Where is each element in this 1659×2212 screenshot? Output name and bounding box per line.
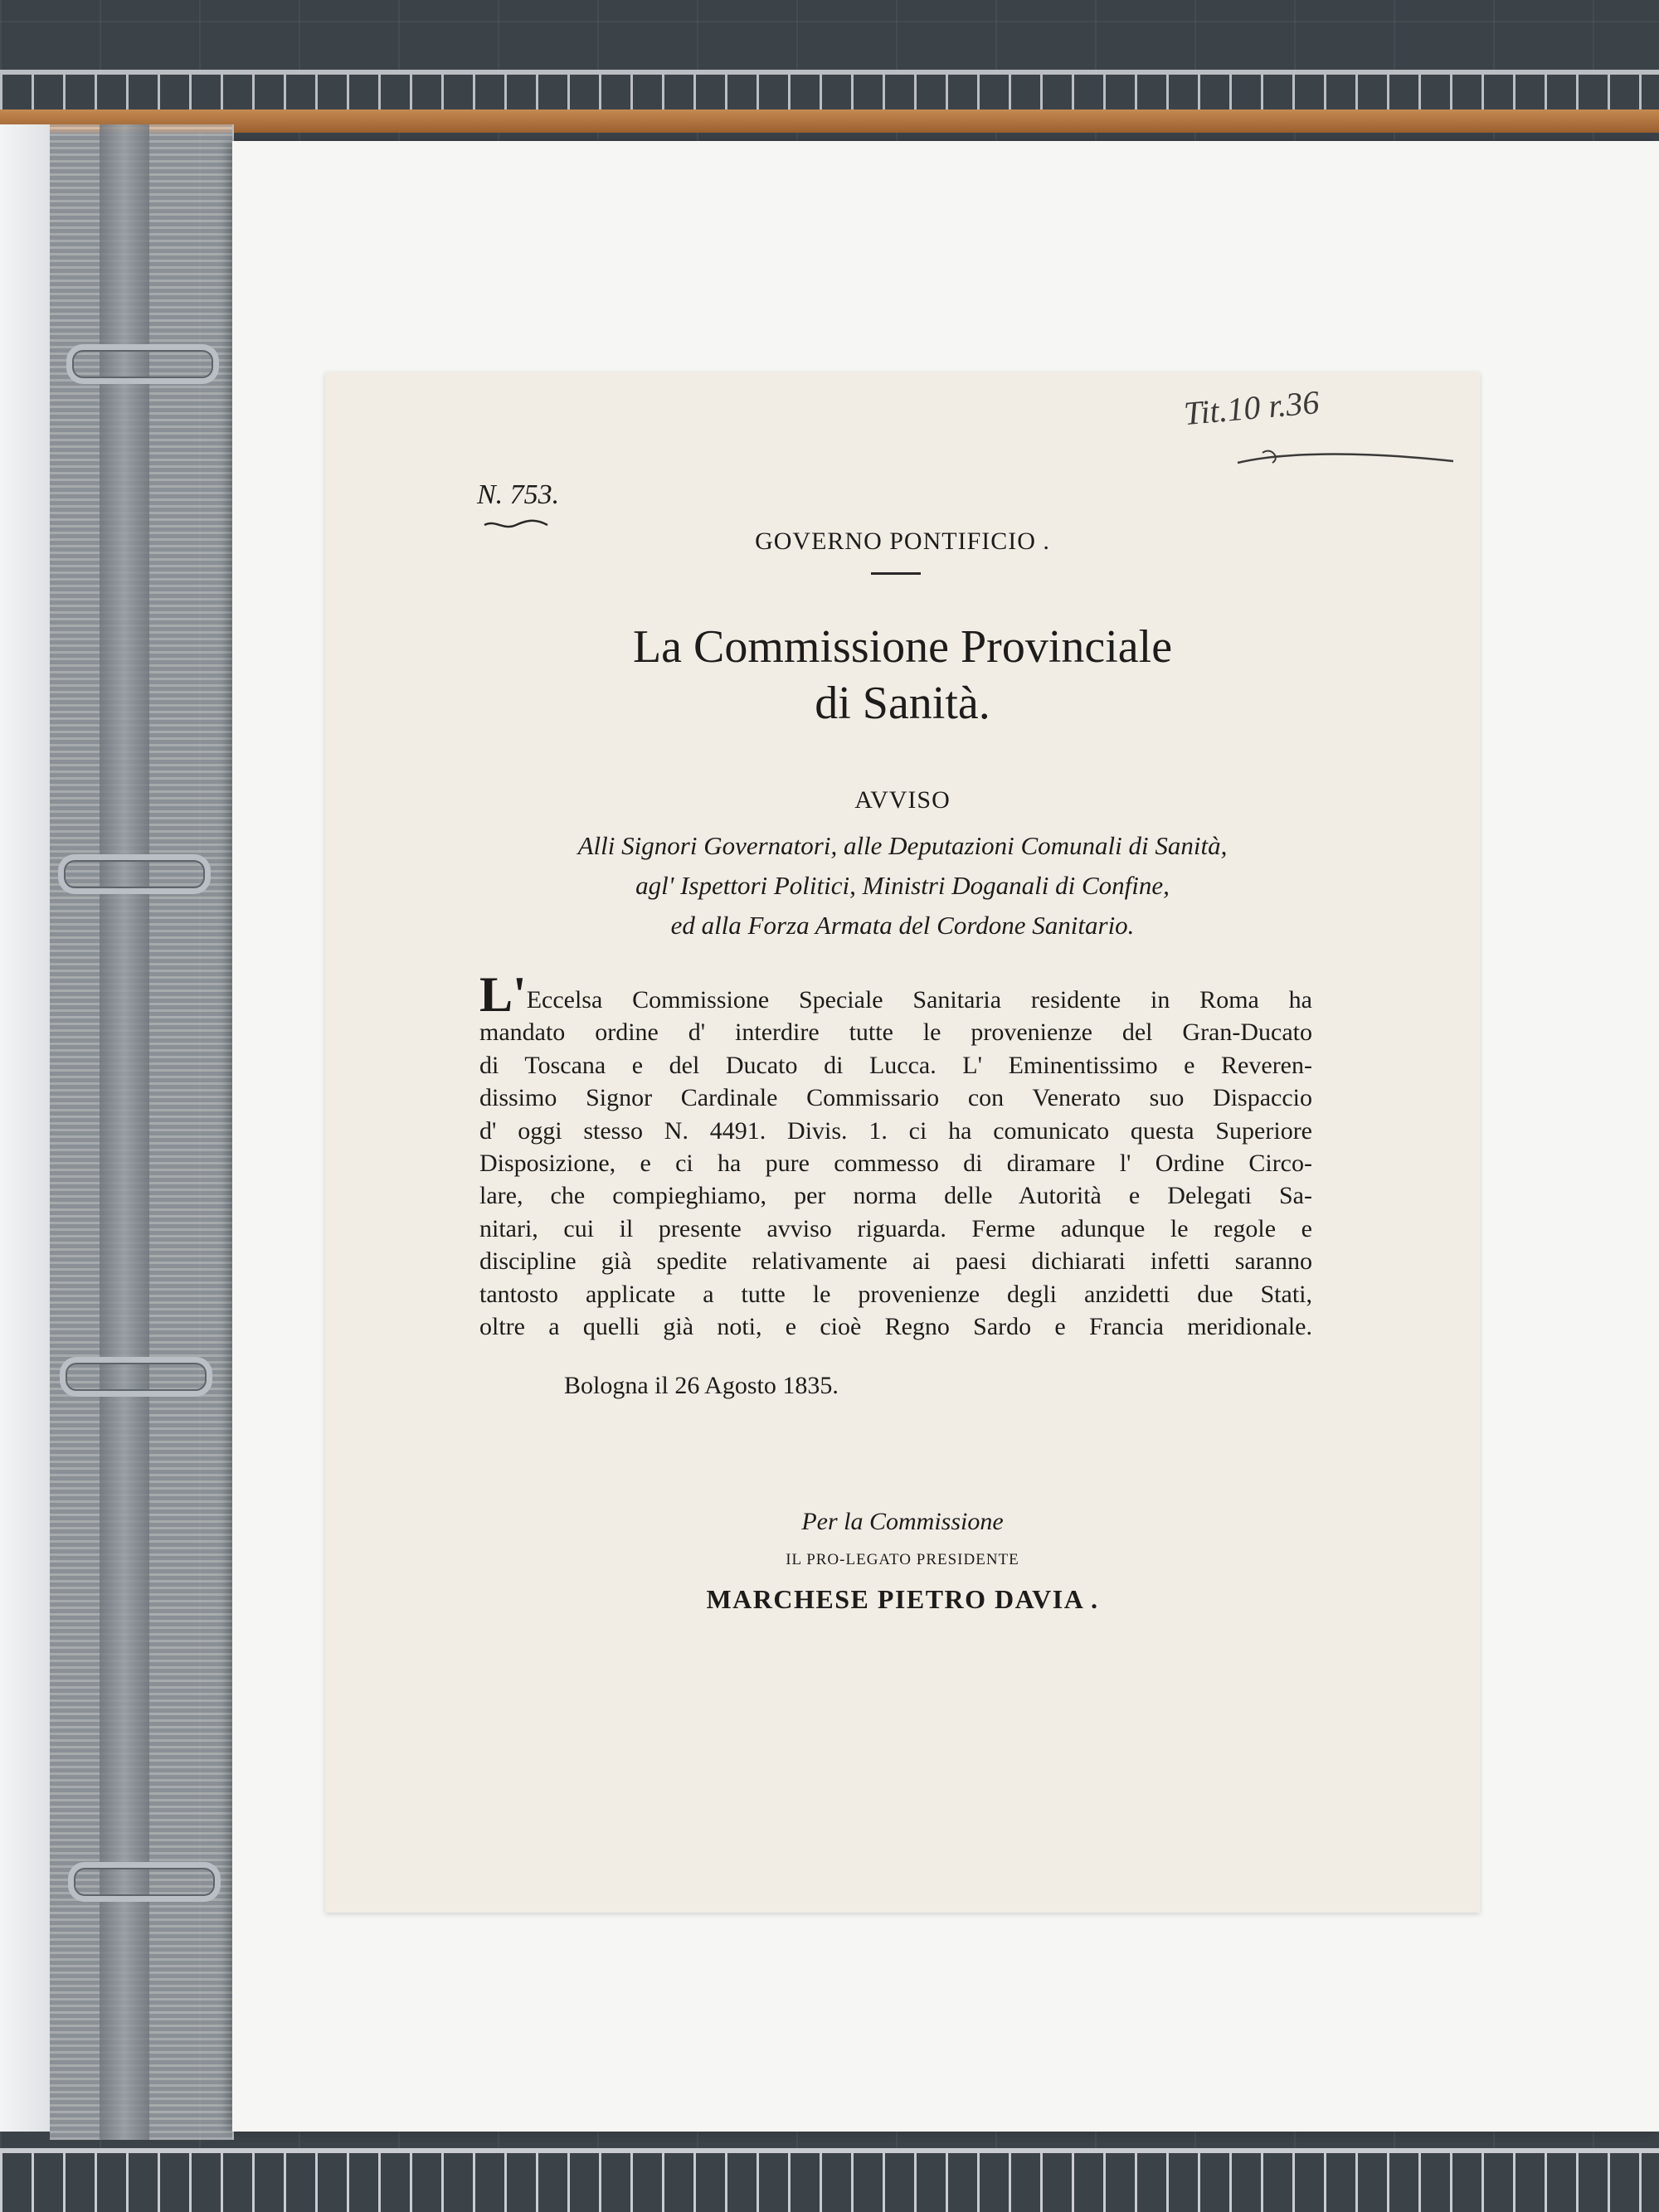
body-line: nitari, cui il presente avviso riguarda. Ferme adunque le regole e — [479, 1214, 1312, 1242]
body-line: Disposizione, e ci ha pure commesso di diramare l' Ordine Circo- — [479, 1150, 1312, 1178]
signature-for: Per la Commissione — [801, 1508, 1004, 1535]
signatory-name: MARCHESE PIETRO DAVIA . — [706, 1584, 1099, 1614]
binder-spine — [100, 124, 149, 2140]
body-line: oltre a quelli già noti, e cioè Regno Sardo e Francia meridionale. — [479, 1313, 1312, 1341]
title-line: di Sanità. — [815, 678, 990, 729]
body-line — [479, 967, 1312, 1022]
notice-body — [479, 967, 1312, 1343]
signature-role: IL PRO-LEGATO PRESIDENTE — [786, 1551, 1019, 1568]
handwritten-archive-note: Tit.10 r.36 — [1182, 382, 1321, 433]
body-line: d' oggi stesso N. 4491. Divis. 1. ci ha comunicato questa Superiore — [479, 1116, 1312, 1145]
body-line: discipline già spedite relativamente ai paesi dichiarati infetti saranno — [479, 1247, 1312, 1276]
document-title — [325, 619, 1480, 732]
bottom-ruler-strip — [0, 2148, 1659, 2212]
header-rule — [871, 572, 921, 575]
title-line: La Commissione Provinciale — [632, 621, 1173, 673]
body-line: di Toscana e del Ducato di Lucca. L' Eminentissimo e Reveren- — [479, 1051, 1312, 1079]
binder-ring-icon — [60, 1357, 212, 1397]
binder-ring-icon — [58, 854, 211, 894]
body-line: mandato ordine d' interdire tutte le provenienze del Gran-Ducato — [479, 1018, 1312, 1047]
body-line: dissimo Signor Cardinale Commissario con Venerato suo Dispaccio — [479, 1084, 1312, 1112]
binder-ring-icon — [66, 344, 219, 384]
addressee-line: Alli Signori Governatori, alle Deputazioni Comunali di Sanità, — [577, 831, 1228, 860]
binder-ring-icon — [68, 1862, 221, 1902]
addressee-line: agl' Ispettori Politici, Ministri Doganali di Confine, — [635, 871, 1170, 900]
body-line-text: Eccelsa Commissione Speciale Sanitaria residente in Roma ha — [526, 986, 1312, 1014]
handwritten-flourish-icon — [1229, 438, 1462, 471]
binder-cover-edge — [0, 109, 1659, 133]
historical-notice-document — [325, 372, 1480, 1913]
drop-cap: L' — [479, 967, 527, 1022]
government-header: GOVERNO PONTIFICIO . — [755, 527, 1050, 555]
date-line: Bologna il 26 Agosto 1835. — [564, 1372, 839, 1399]
document-number: N. 753. — [477, 479, 560, 510]
addressees — [325, 826, 1480, 946]
binder-left-page — [0, 124, 50, 2132]
addressee-line: ed alla Forza Armata del Cordone Sanitario. — [670, 911, 1135, 940]
body-line: lare, che compieghiamo, per norma delle Autorità e Delegati Sa- — [479, 1182, 1312, 1210]
body-line: tantosto applicate a tutte le provenienze degli anzidetti due Stati, — [479, 1280, 1312, 1308]
notice-label: AVVISO — [854, 786, 951, 814]
